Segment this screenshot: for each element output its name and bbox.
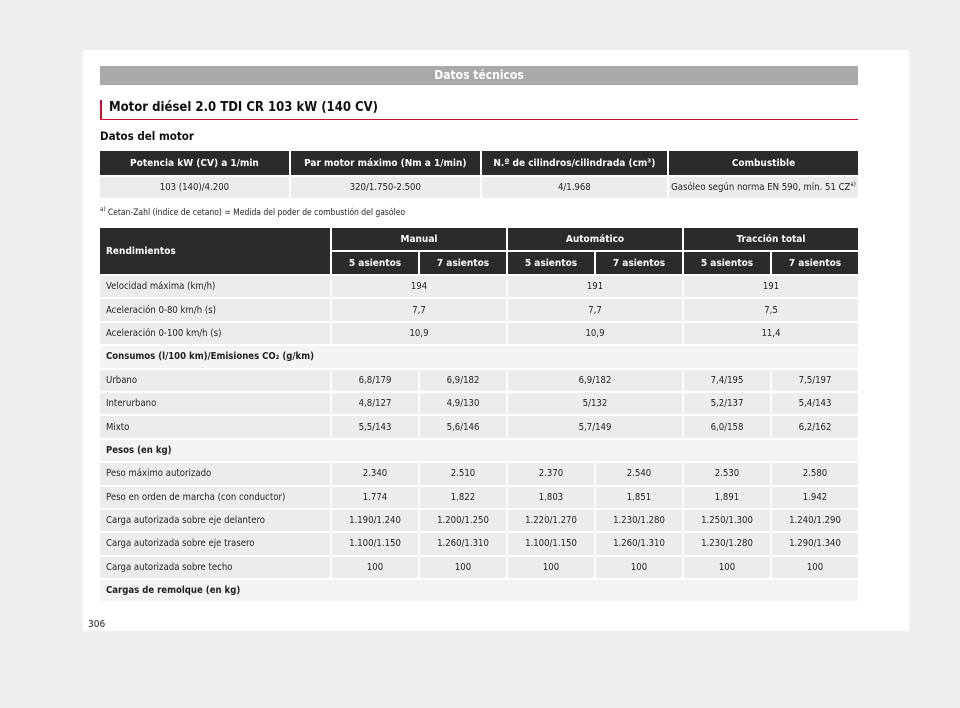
group-header-automatic: Automático: [508, 228, 682, 250]
table-row: [100, 299, 858, 320]
cell-value: 10,9: [508, 323, 682, 344]
cell-value: 5,6/146: [420, 416, 506, 437]
cell-value: 4,8/127: [332, 393, 418, 414]
cell-value: 191: [508, 276, 682, 297]
footnote-marker: a): [100, 206, 106, 213]
cell-value: 1.220/1.270: [508, 510, 594, 531]
cell-value: 5/132: [508, 393, 682, 414]
trailer-section-title: Cargas de remolque (en kg): [100, 580, 858, 601]
cell-value: 5,2/137: [684, 393, 770, 414]
cell-value: 1.240/1.290: [772, 510, 858, 531]
row-label: Interurbano: [100, 393, 330, 414]
cell-value: 1.822: [420, 487, 506, 508]
table-row: [100, 323, 858, 344]
table-row: [100, 463, 858, 484]
cell-value: 6,9/182: [508, 370, 682, 391]
cell-value: 100: [420, 557, 506, 578]
cell-value: 1.200/1.250: [420, 510, 506, 531]
cell-value: 7,7: [508, 299, 682, 320]
engine-header-cylinders: N.º de cilindros/cilindrada (cm³): [482, 151, 667, 175]
cell-value: 100: [596, 557, 682, 578]
row-label: Peso en orden de marcha (con conductor): [100, 487, 330, 508]
group-header-manual: Manual: [332, 228, 506, 250]
consumption-section-title: Consumos (l/100 km)/Emisiones CO₂ (g/km): [100, 346, 858, 367]
cell-value: 1.942: [772, 487, 858, 508]
cell-value: 100: [684, 557, 770, 578]
engine-cylinders-value: 4/1.968: [482, 177, 667, 198]
cell-value: 191: [684, 276, 858, 297]
table-row: [100, 557, 858, 578]
row-label: Aceleración 0-100 km/h (s): [100, 323, 330, 344]
cell-value: 1.230/1.280: [684, 533, 770, 554]
section-row: [100, 346, 858, 367]
cell-value: 1.100/1.150: [508, 533, 594, 554]
cell-value: 1.891: [684, 487, 770, 508]
page-number: 306: [88, 619, 106, 630]
engine-header-torque: Par motor máximo (Nm a 1/min): [291, 151, 480, 175]
engine-header-fuel: Combustible: [669, 151, 858, 175]
seats-header: 7 asientos: [420, 252, 506, 274]
cell-value: 2.530: [684, 463, 770, 484]
cell-value: 1.190/1.240: [332, 510, 418, 531]
footnote: [100, 206, 405, 218]
cell-value: 5,7/149: [508, 416, 682, 437]
seats-header: 5 asientos: [332, 252, 418, 274]
engine-torque-value: 320/1.750-2.500: [291, 177, 480, 198]
cell-value: 194: [332, 276, 506, 297]
cell-value: 1.803: [508, 487, 594, 508]
cell-value: 2.340: [332, 463, 418, 484]
cell-value: 1.250/1.300: [684, 510, 770, 531]
seats-header: 7 asientos: [772, 252, 858, 274]
cell-value: 1.774: [332, 487, 418, 508]
cell-value: 1.290/1.340: [772, 533, 858, 554]
section-row: [100, 440, 858, 461]
cell-value: 7,7: [332, 299, 506, 320]
table-row: [100, 487, 858, 508]
cell-value: 2.370: [508, 463, 594, 484]
cell-value: 2.580: [772, 463, 858, 484]
footnote-text: Cetan-Zahl (índice de cetano) = Medida del poder de combustión del gasóleo: [107, 207, 406, 218]
performance-header-label: Rendimientos: [100, 228, 330, 274]
table-row: [100, 370, 858, 391]
cell-value: 100: [508, 557, 594, 578]
row-label: Carga autorizada sobre eje trasero: [100, 533, 330, 554]
table-row: [100, 416, 858, 437]
cell-value: 1.851: [596, 487, 682, 508]
engine-data-table: [98, 149, 860, 200]
seats-header: 5 asientos: [508, 252, 594, 274]
cell-value: 11,4: [684, 323, 858, 344]
cell-value: 100: [772, 557, 858, 578]
weights-section-title: Pesos (en kg): [100, 440, 858, 461]
cell-value: 5,5/143: [332, 416, 418, 437]
engine-fuel-cell: [669, 177, 858, 198]
cell-value: 6,2/162: [772, 416, 858, 437]
cell-value: 6,0/158: [684, 416, 770, 437]
cell-value: 4,9/130: [420, 393, 506, 414]
row-label: Carga autorizada sobre techo: [100, 557, 330, 578]
cell-value: 10,9: [332, 323, 506, 344]
performance-table: [98, 226, 860, 603]
engine-fuel-value: Gasóleo según norma EN 590, mín. 51 CZ: [671, 182, 851, 194]
chapter-header: Datos técnicos: [100, 66, 858, 85]
section-subtitle: Datos del motor: [100, 129, 195, 143]
row-label: Peso máximo autorizado: [100, 463, 330, 484]
section-row: [100, 580, 858, 601]
row-label: Carga autorizada sobre eje delantero: [100, 510, 330, 531]
group-header-awd: Tracción total: [684, 228, 858, 250]
table-row: [100, 177, 858, 198]
cell-value: 1.100/1.150: [332, 533, 418, 554]
section-title: Motor diésel 2.0 TDI CR 103 kW (140 CV): [109, 100, 379, 115]
row-label: Aceleración 0-80 km/h (s): [100, 299, 330, 320]
seats-header: 7 asientos: [596, 252, 682, 274]
table-row: [100, 510, 858, 531]
engine-power-value: 103 (140)/4.200: [100, 177, 289, 198]
cell-value: 6,9/182: [420, 370, 506, 391]
cell-value: 1.260/1.310: [420, 533, 506, 554]
cell-value: 7,5: [684, 299, 858, 320]
table-row: [100, 276, 858, 297]
cell-value: 7,4/195: [684, 370, 770, 391]
section-title-box: [100, 100, 858, 120]
cell-value: 2.540: [596, 463, 682, 484]
engine-header-power: Potencia kW (CV) a 1/min: [100, 151, 289, 175]
cell-value: 5,4/143: [772, 393, 858, 414]
row-label: Urbano: [100, 370, 330, 391]
cell-value: 2.510: [420, 463, 506, 484]
cell-value: 6,8/179: [332, 370, 418, 391]
fuel-footnote-marker: a): [850, 181, 856, 189]
cell-value: 1.260/1.310: [596, 533, 682, 554]
table-row: [100, 533, 858, 554]
table-row: [100, 393, 858, 414]
row-label: Mixto: [100, 416, 330, 437]
row-label: Velocidad máxima (km/h): [100, 276, 330, 297]
cell-value: 7,5/197: [772, 370, 858, 391]
seats-header: 5 asientos: [684, 252, 770, 274]
cell-value: 1.230/1.280: [596, 510, 682, 531]
cell-value: 100: [332, 557, 418, 578]
